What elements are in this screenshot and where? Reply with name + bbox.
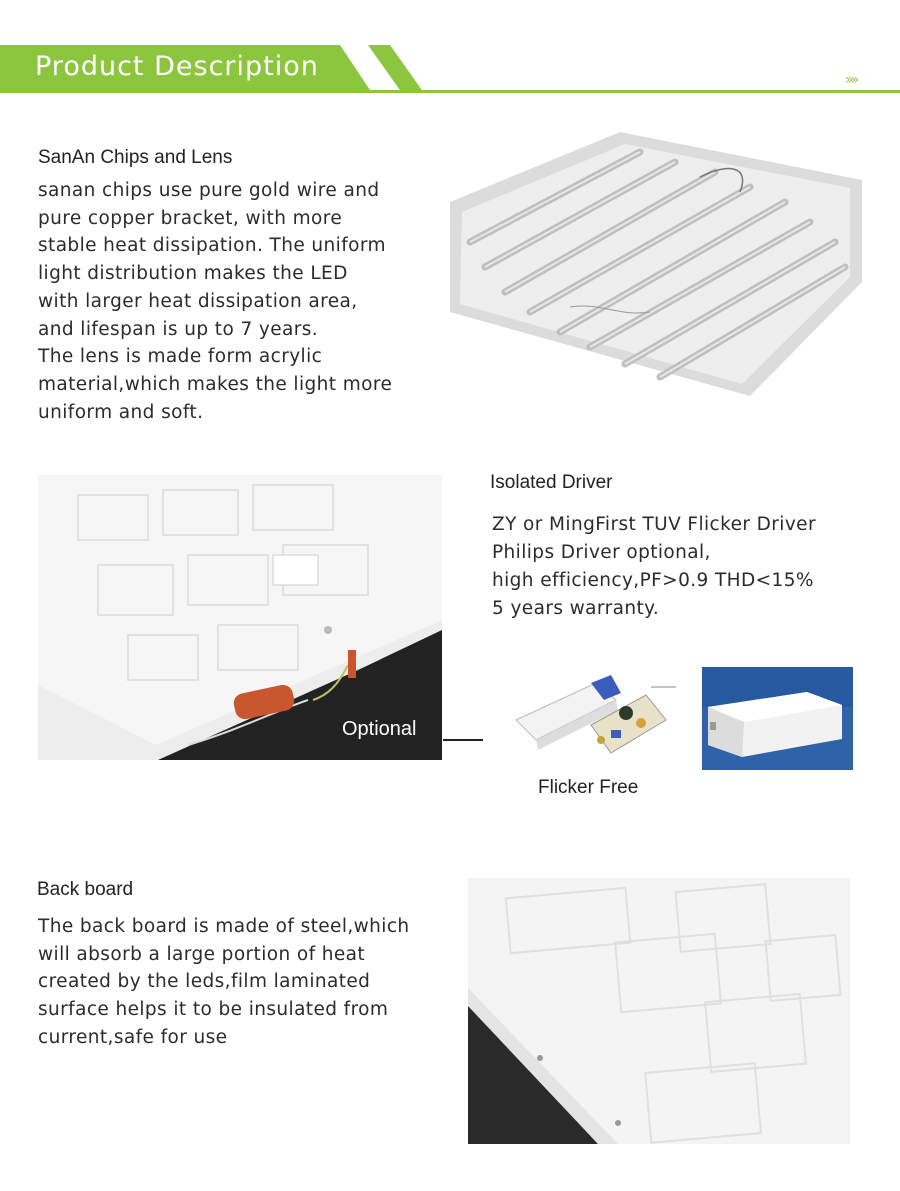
text-line: with larger heat dissipation area,: [38, 290, 358, 312]
text-line: 5 years warranty.: [492, 598, 660, 619]
flicker-driver-image: [496, 665, 691, 770]
section-title-backboard: Back board: [37, 879, 134, 900]
text-line: will absorb a large portion of heat: [38, 943, 366, 965]
page-title: Product Description: [35, 51, 319, 82]
text-line: uniform and soft.: [38, 401, 204, 423]
text-line: pure copper bracket, with more: [38, 207, 343, 229]
optional-label: Optional: [342, 718, 417, 740]
text-line: material,which makes the light more: [38, 373, 393, 395]
text-line: surface helps it to be insulated from: [38, 999, 389, 1021]
text-line: current,safe for use: [38, 1026, 228, 1048]
philips-driver-image: [702, 667, 853, 770]
text-line: ZY or MingFirst TUV Flicker Driver: [492, 514, 816, 535]
section-title-sanan: SanAn Chips and Lens: [38, 147, 233, 168]
text-line: Philips Driver optional,: [492, 542, 711, 563]
header-rule: [0, 90, 900, 93]
connector-line: [443, 739, 483, 741]
text-line: The lens is made form acrylic: [38, 346, 323, 368]
text-line: high efficiency,PF>0.9 THD<15%: [492, 570, 814, 591]
led-panel-image: [450, 132, 862, 396]
header-stripe: [368, 45, 424, 93]
section-text-sanan: [38, 177, 392, 426]
section-text-backboard: [38, 913, 410, 1052]
flicker-free-caption: Flicker Free: [538, 777, 639, 798]
double-chevron-icon: »»: [845, 72, 857, 88]
text-line: sanan chips use pure gold wire and: [38, 180, 380, 201]
section-title-driver: Isolated Driver: [490, 472, 613, 493]
text-line: The back board is made of steel,which: [38, 916, 410, 937]
text-line: stable heat dissipation. The uniform: [38, 235, 386, 257]
text-line: created by the leds,film laminated: [38, 971, 371, 993]
text-line: light distribution makes the LED: [38, 263, 348, 285]
section-text-driver: [492, 511, 816, 623]
text-line: and lifespan is up to 7 years.: [38, 318, 319, 340]
backboard-image: [468, 878, 850, 1144]
